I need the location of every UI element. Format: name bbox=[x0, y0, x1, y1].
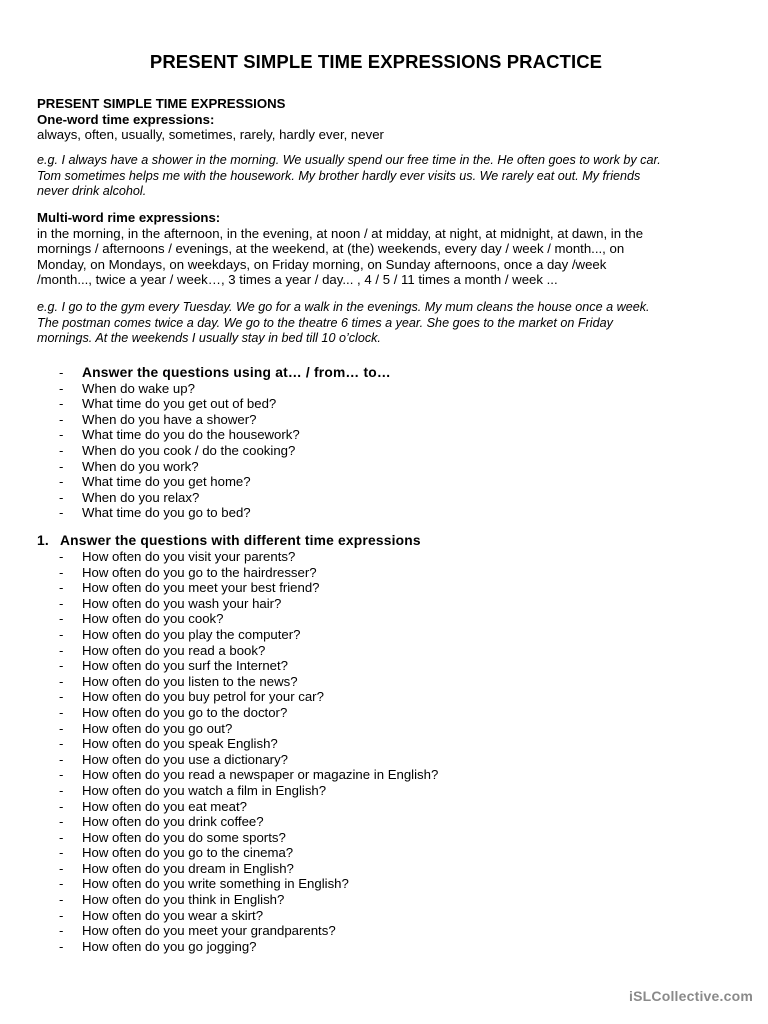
bullet-dash: - bbox=[59, 767, 64, 783]
question-text: How often do you wear a skirt? bbox=[82, 907, 264, 923]
question-item bbox=[59, 580, 719, 596]
question-text: How often do you go to the doctor? bbox=[82, 704, 288, 720]
question-text: How often do you think in English? bbox=[82, 892, 285, 908]
question-text: How often do you play the computer? bbox=[82, 626, 301, 642]
bullet-dash: - bbox=[59, 782, 64, 798]
bullet-dash: - bbox=[59, 829, 64, 845]
question-item bbox=[59, 565, 719, 581]
question-text: What time do you go to bed? bbox=[82, 505, 251, 521]
section1-heading-row bbox=[59, 365, 719, 381]
question-text: How often do you do some sports? bbox=[82, 829, 286, 845]
bullet-dash: - bbox=[59, 938, 64, 954]
bullet-dash: - bbox=[59, 876, 64, 892]
example-line: The postman comes twice a day. We go to the theatre 6 times a year. She goes to the market on Friday bbox=[37, 315, 613, 330]
section1-list bbox=[59, 365, 719, 521]
question-text: When do you work? bbox=[82, 458, 199, 474]
question-item bbox=[59, 490, 719, 506]
bullet-dash: - bbox=[59, 860, 64, 876]
question-item bbox=[59, 474, 719, 490]
bullet-dash: - bbox=[59, 658, 64, 674]
bullet-dash: - bbox=[59, 798, 64, 814]
example-line: e.g. I go to the gym every Tuesday. We go for a walk in the evenings. My mum cleans the house once a week. bbox=[37, 300, 650, 314]
section1-heading: Answer the questions using at… / from… to… bbox=[82, 365, 391, 380]
question-text: How often do you go out? bbox=[82, 720, 233, 736]
example-line: Tom sometimes helps me with the housework. My brother hardly ever visits us. We rarely eat out. My friends bbox=[37, 168, 641, 183]
question-text: How often do you dream in English? bbox=[82, 860, 294, 876]
question-text: How often do you write something in English? bbox=[82, 876, 349, 892]
one-word-list: always, often, usually, sometimes, rarely, hardly ever, never bbox=[37, 127, 384, 143]
question-text: How often do you meet your best friend? bbox=[82, 580, 320, 596]
question-item bbox=[59, 596, 719, 612]
question-item bbox=[59, 459, 719, 475]
question-item bbox=[59, 830, 719, 846]
question-text: What time do you get out of bed? bbox=[82, 396, 277, 412]
question-text: How often do you speak English? bbox=[82, 736, 278, 752]
question-text: When do you cook / do the cooking? bbox=[82, 442, 296, 458]
question-text: How often do you surf the Internet? bbox=[82, 658, 288, 674]
question-item bbox=[59, 783, 719, 799]
question-text: How often do you read a book? bbox=[82, 642, 266, 658]
bullet-dash: - bbox=[59, 751, 64, 767]
question-text: How often do you eat meat? bbox=[82, 798, 247, 814]
question-item bbox=[59, 381, 719, 397]
question-item bbox=[59, 892, 719, 908]
question-text: How often do you wash your hair? bbox=[82, 595, 282, 611]
question-item bbox=[59, 674, 719, 690]
question-text: When do you have a shower? bbox=[82, 411, 257, 427]
question-item bbox=[59, 689, 719, 705]
bullet-dash: - bbox=[59, 704, 64, 720]
question-text: How often do you cook? bbox=[82, 611, 224, 627]
question-item bbox=[59, 396, 719, 412]
bullet-dash: - bbox=[59, 505, 64, 521]
multi-word-line: mornings / afternoons / evenings, at the weekend, at (the) weekends, every day / week / month..., on bbox=[37, 241, 625, 257]
multi-word-heading: Multi-word rime expressions: bbox=[37, 210, 221, 225]
bullet-dash: - bbox=[59, 489, 64, 505]
question-item bbox=[59, 876, 719, 892]
question-text: How often do you use a dictionary? bbox=[82, 751, 288, 767]
bullet-dash: - bbox=[59, 365, 64, 380]
bullet-dash: - bbox=[59, 689, 64, 705]
question-text: How often do you read a newspaper or magazine in English? bbox=[82, 767, 439, 783]
section2-heading: Answer the questions with different time expressions bbox=[60, 533, 421, 548]
question-item bbox=[59, 908, 719, 924]
multi-word-line: in the morning, in the afternoon, in the evening, at noon / at midday, at night, at midnight, at dawn, in the bbox=[37, 225, 644, 241]
multi-word-examples bbox=[37, 300, 727, 347]
multi-word-line: Monday, on Mondays, on weekdays, on Friday morning, on Sunday afternoons, once a day /week bbox=[37, 256, 607, 272]
bullet-dash: - bbox=[59, 564, 64, 580]
multi-word-block bbox=[37, 210, 727, 288]
bullet-dash: - bbox=[59, 907, 64, 923]
bullet-dash: - bbox=[59, 814, 64, 830]
bullet-dash: - bbox=[59, 442, 64, 458]
question-text: How often do you visit your parents? bbox=[82, 549, 296, 564]
bullet-dash: - bbox=[59, 845, 64, 861]
question-item bbox=[59, 767, 719, 783]
bullet-dash: - bbox=[59, 580, 64, 596]
question-item bbox=[59, 721, 719, 737]
question-text: What time do you get home? bbox=[82, 474, 251, 490]
question-text: How often do you watch a film in English? bbox=[82, 782, 327, 798]
bullet-dash: - bbox=[59, 380, 64, 396]
bullet-dash: - bbox=[59, 396, 64, 412]
one-word-heading: One-word time expressions: bbox=[37, 111, 215, 127]
bullet-dash: - bbox=[59, 427, 64, 443]
question-item bbox=[59, 627, 719, 643]
section2-heading-row bbox=[37, 533, 421, 548]
question-text: How often do you drink coffee? bbox=[82, 814, 264, 830]
section2-number: 1. bbox=[37, 533, 49, 548]
question-item bbox=[59, 861, 719, 877]
intro-heading: PRESENT SIMPLE TIME EXPRESSIONS bbox=[37, 96, 286, 111]
question-item bbox=[59, 549, 719, 565]
bullet-dash: - bbox=[59, 923, 64, 939]
question-item bbox=[59, 799, 719, 815]
bullet-dash: - bbox=[59, 642, 64, 658]
bullet-dash: - bbox=[59, 458, 64, 474]
question-text: How often do you go to the hairdresser? bbox=[82, 564, 317, 580]
question-item bbox=[59, 412, 719, 428]
section2-list bbox=[59, 549, 719, 954]
question-text: When do wake up? bbox=[82, 380, 195, 396]
bullet-dash: - bbox=[59, 474, 64, 490]
example-line: e.g. I always have a shower in the morning. We usually spend our free time in the. He often goes to work by car. bbox=[37, 153, 661, 167]
bullet-dash: - bbox=[59, 720, 64, 736]
question-item bbox=[59, 939, 719, 955]
question-text: How often do you go to the cinema? bbox=[82, 845, 294, 861]
intro-block bbox=[37, 96, 727, 143]
question-text: How often do you buy petrol for your car? bbox=[82, 689, 324, 705]
multi-word-line: /month..., twice a year / week…, 3 times a year / day... , 4 / 5 / 11 times a month / week ... bbox=[37, 272, 558, 288]
question-text: How often do you meet your grandparents? bbox=[82, 923, 336, 939]
question-item bbox=[59, 752, 719, 768]
question-text: How often do you listen to the news? bbox=[82, 673, 298, 689]
bullet-dash: - bbox=[59, 626, 64, 642]
bullet-dash: - bbox=[59, 595, 64, 611]
question-text: What time do you do the housework? bbox=[82, 427, 300, 443]
question-item bbox=[59, 814, 719, 830]
example-line: mornings. At the weekends I usually stay in bed till 10 o’clock. bbox=[37, 331, 381, 346]
bullet-dash: - bbox=[59, 892, 64, 908]
bullet-dash: - bbox=[59, 411, 64, 427]
bullet-dash: - bbox=[59, 673, 64, 689]
watermark: iSLCollective.com bbox=[629, 988, 753, 1004]
page-title: PRESENT SIMPLE TIME EXPRESSIONS PRACTICE bbox=[149, 51, 603, 72]
question-item bbox=[59, 923, 719, 939]
one-word-examples bbox=[37, 153, 727, 200]
question-item bbox=[59, 611, 719, 627]
question-item bbox=[59, 427, 719, 443]
example-line: never drink alcohol. bbox=[37, 184, 147, 199]
question-item bbox=[59, 443, 719, 459]
question-item bbox=[59, 736, 719, 752]
question-item bbox=[59, 505, 719, 521]
question-item bbox=[59, 658, 719, 674]
question-item bbox=[59, 845, 719, 861]
question-text: How often do you go jogging? bbox=[82, 938, 257, 954]
bullet-dash: - bbox=[59, 736, 64, 752]
question-item bbox=[59, 705, 719, 721]
question-item bbox=[59, 643, 719, 659]
question-text: When do you relax? bbox=[82, 489, 200, 505]
bullet-dash: - bbox=[59, 611, 64, 627]
bullet-dash: - bbox=[59, 549, 64, 564]
